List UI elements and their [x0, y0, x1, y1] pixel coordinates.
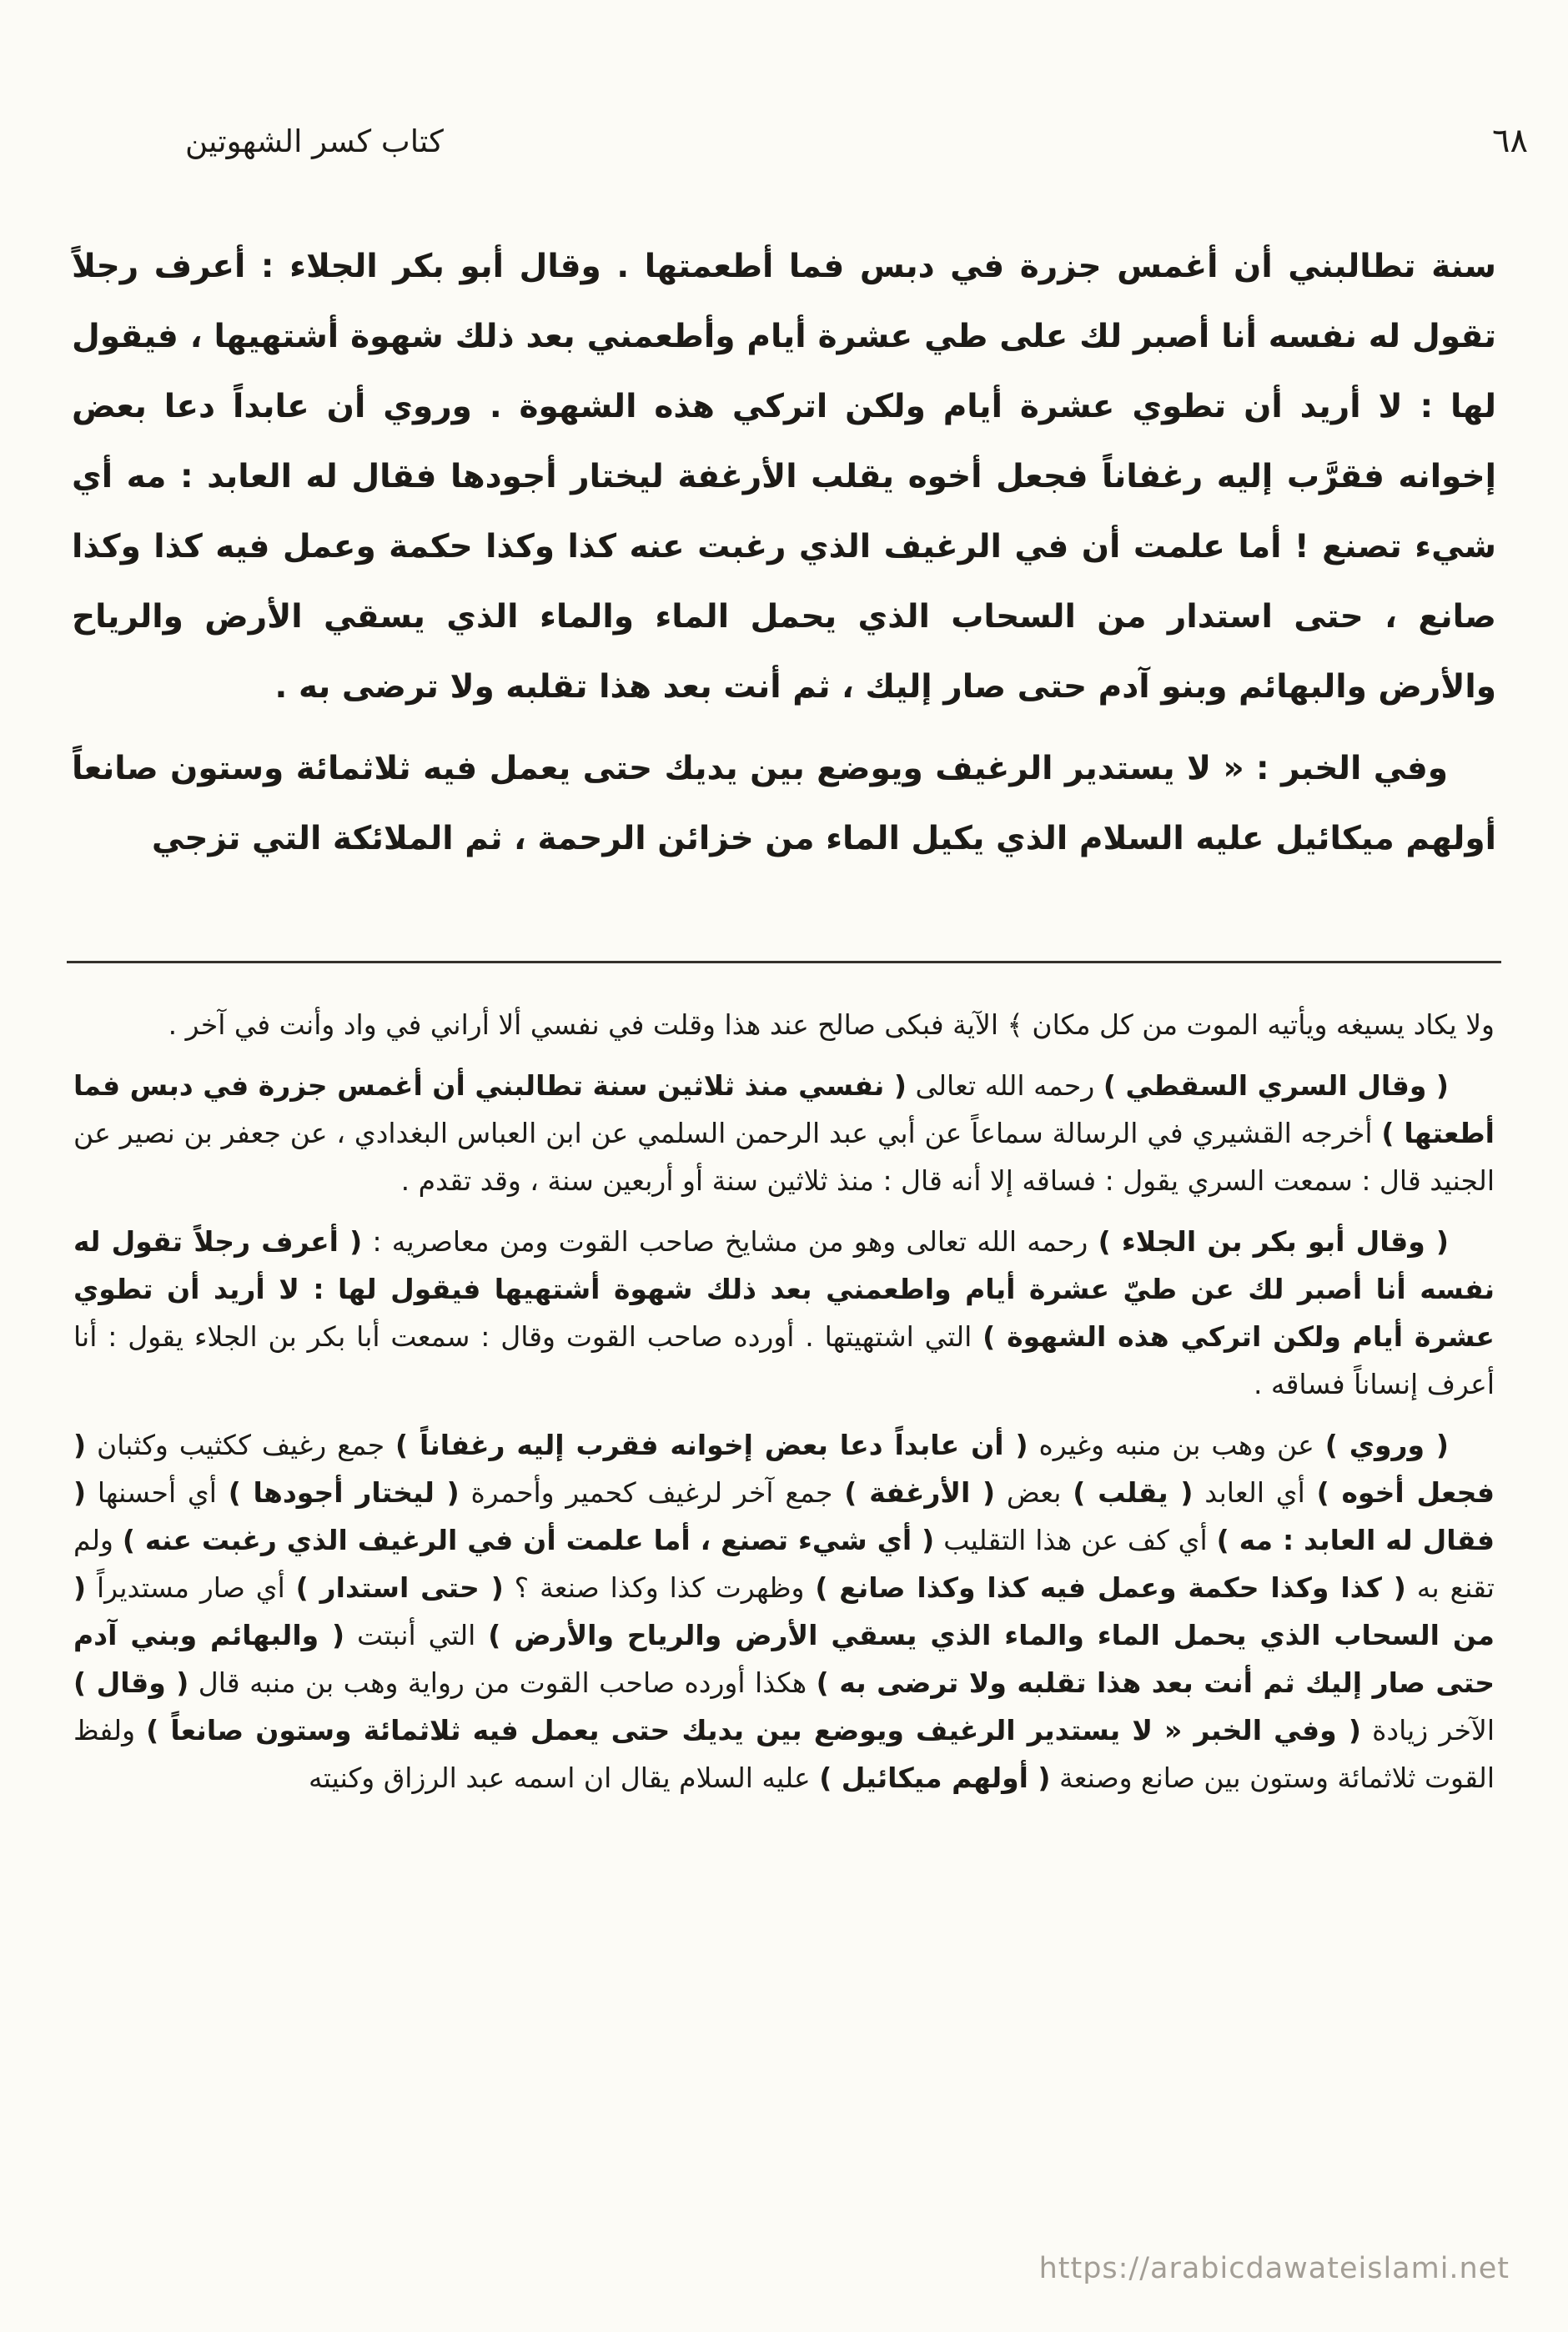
text-segment: التي اشتهيتها . أورده صاحب القوت وقال : سمعت أبا بكر بن الجلاء يقول : أنا أعرف إنساناً فساقه .: [73, 1320, 1495, 1400]
quoted-text-segment: ( الأرغفة ): [844, 1476, 996, 1509]
text-segment: أي صار مستديراً: [86, 1571, 296, 1604]
text-segment: ولفظ القوت ثلاثمائة وستون بين صانع وصنعة: [73, 1714, 1495, 1794]
quoted-text-segment: ( يقلب ): [1073, 1476, 1194, 1509]
text-segment: الآخر زيادة: [1360, 1714, 1495, 1746]
quoted-text-segment: ( وقال ): [73, 1666, 189, 1699]
quoted-text-segment: ( أي شيء تصنع ، أما علمت أن في الرغيف الذي رغبت عنه ): [122, 1524, 935, 1556]
commentary-paragraph: [73, 1062, 1495, 1204]
text-segment: جمع رغيف ككثيب وكثبان: [86, 1429, 396, 1461]
quoted-text-segment: ( وفي الخبر « لا يستدير الرغيف ويوضع بين يديك حتى يعمل فيه ثلاثمائة وستون صانعاً ): [146, 1714, 1361, 1746]
text-segment: رحمه الله تعالى: [906, 1069, 1103, 1102]
text-segment: بعض: [995, 1476, 1073, 1509]
commentary-paragraph: [73, 1421, 1495, 1802]
main-text-block: [72, 232, 1496, 874]
quoted-text-segment: ( وروي ): [1324, 1429, 1449, 1461]
text-segment: وفي الخبر : « لا يستدير الرغيف ويوضع بين يديك حتى يعمل فيه ثلاثمائة وستون صانعاً أولهم ميكائيل عليه السلام الذي يكيل الماء من خزائن الرحمة ، ثم الملائكة التي تزجي: [72, 750, 1496, 857]
text-segment: أي كف عن هذا التقليب: [934, 1524, 1217, 1556]
commentary-block: [73, 1001, 1495, 1815]
quoted-text-segment: ( نفسي منذ ثلاثين سنة تطالبني أن أغمس جزرة في دبس فما أطعتها ): [73, 1069, 1495, 1149]
quoted-text-segment: ( حتى استدار ): [295, 1571, 504, 1604]
quoted-text-segment: ( أعرف رجلاً تقول له نفسه أنا أصبر لك عن طيّ عشرة أيام واطعمني بعد ذلك شهوة أشتهيها فيقول لها : لا أريد أن تطوي عشرة أيام ولكن اتركي هذه الشهوة ): [73, 1225, 1495, 1353]
text-segment: أي العابد: [1193, 1476, 1317, 1509]
quoted-text-segment: ( فجعل أخوه ): [73, 1429, 1495, 1509]
text-segment: ولا يكاد يسيغه ويأتيه الموت من كل مكان ﴾ الآية فبكى صالح عند هذا وقلت في نفسي ألا أراني في واد وأنت في آخر .: [168, 1008, 1495, 1041]
main-text-paragraph: [72, 734, 1496, 874]
quoted-text-segment: ( وقال السري السقطي ): [1103, 1069, 1450, 1102]
text-segment: أخرجه القشيري في الرسالة سماعاً عن أبي عبد الرحمن السلمي عن ابن العباس البغدادي ، عن جعفر بن نصير عن الجنيد قال : سمعت السري يقول : فساقه إلا أنه قال : منذ ثلاثين سنة أو أربعين سنة ، وقد تقدم .: [73, 1117, 1495, 1197]
commentary-paragraph: [73, 1218, 1495, 1408]
quoted-text-segment: ( أن عابداً دعا بعض إخوانه فقرب إليه رغفاناً ): [395, 1429, 1028, 1461]
page-header: [185, 122, 1528, 160]
text-segment: التي أنبتت: [344, 1619, 489, 1651]
quoted-text-segment: ( والبهائم وبني آدم حتى صار إليك ثم أنت بعد هذا تقلبه ولا ترضى به ): [73, 1619, 1495, 1699]
text-segment: هكذا أورده صاحب القوت من رواية وهب بن منبه قال: [188, 1666, 817, 1699]
quoted-text-segment: ( من السحاب الذي يحمل الماء والماء الذي يسقي الأرض والرياح والأرض ): [73, 1571, 1495, 1651]
book-title: كتاب كسر الشهوتين: [185, 123, 444, 159]
quoted-text-segment: ( أولهم ميكائيل ): [819, 1762, 1051, 1794]
text-segment: أي أحسنها: [86, 1476, 229, 1509]
watermark-url: https://arabicdawateislami.net: [1038, 2252, 1510, 2285]
text-segment: ولم تقنع به: [73, 1524, 1495, 1604]
text-segment: سنة تطالبني أن أغمس جزرة في دبس فما أطعمتها . وقال أبو بكر الجلاء : أعرف رجلاً تقول له نفسه أنا أصبر لك على طي عشرة أيام وأطعمني بعد ذلك شهوة أشتهيها ، فيقول لها : لا أريد أن تطوي عشرة أيام ولكن اتركي هذه الشهوة . وروي أن عابداً دعا بعض إخوانه فقرَّب إليه رغفاناً فجعل أخوه يقلب الأرغفة ليختار أجودها فقال له العابد : مه أي شيء تصنع ! أما علمت أن في الرغيف الذي رغبت عنه كذا وكذا حكمة وعمل فيه كذا وكذا صانع ، حتى استدار من السحاب الذي يحمل الماء والماء الذي يسقي الأرض والرياح والأرض والبهائم وبنو آدم حتى صار إليك ، ثم أنت بعد هذا تقلبه ولا ترضى به .: [72, 248, 1496, 706]
quoted-text-segment: ( وقال أبو بكر بن الجلاء ): [1098, 1225, 1449, 1258]
commentary-paragraph: [73, 1001, 1495, 1048]
main-text-paragraph: [72, 232, 1496, 722]
page-number: ٦٨: [1492, 122, 1528, 160]
quoted-text-segment: ( فقال له العابد : مه ): [73, 1476, 1495, 1556]
quoted-text-segment: ( ليختار أجودها ): [228, 1476, 460, 1509]
quoted-text-segment: ( كذا وكذا حكمة وعمل فيه كذا وكذا صانع ): [815, 1571, 1406, 1604]
text-segment: عن وهب بن منبه وغيره: [1028, 1429, 1325, 1461]
text-segment: عليه السلام يقال ان اسمه عبد الرزاق وكنيته: [309, 1762, 820, 1794]
text-segment: جمع آخر لرغيف كحمير وأحمرة: [459, 1476, 845, 1509]
footnote-separator-line: [67, 961, 1501, 963]
text-segment: رحمه الله تعالى وهو من مشايخ صاحب القوت ومن معاصريه :: [362, 1225, 1098, 1258]
text-segment: وظهرت كذا وكذا صنعة ؟: [503, 1571, 816, 1604]
